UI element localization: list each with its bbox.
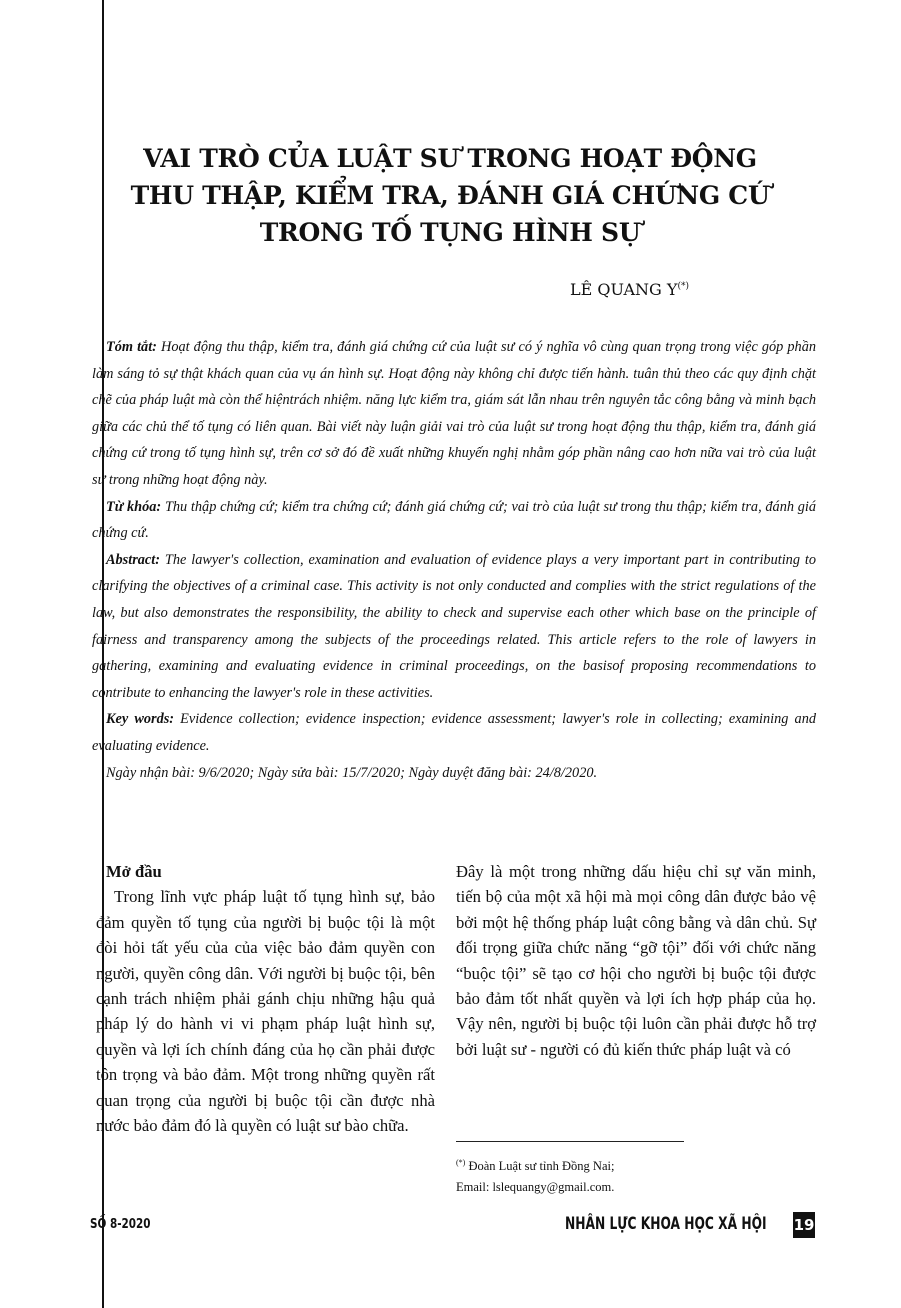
abstract-vi-label: Tóm tắt: (106, 339, 157, 355)
body-paragraph: Trong lĩnh vực pháp luật tố tụng hình sự, bảo đảm quyền tố tụng của người bị buộc tội là một đòi hỏi tất yếu của của việc bảo đảm quyền con người, quyền công dân. Với người bị buộc tội, bên cạnh trách nhiệm phải gánh chịu những hậu quả pháp lý do hành vi vi phạm pháp luật hình sự, quyền và lợi ích chính đáng của họ cần phải được tôn trọng và bảo đảm. Một trong những quyền rất quan trọng của người bị buộc tội cần được nhà nước bảo đảm đó là quyền có luật sư bào chữa. (96, 887, 435, 1136)
footnote-affiliation: Đoàn Luật sư tỉnh Đồng Nai; (465, 1159, 615, 1174)
article-title (110, 140, 790, 251)
abstract-en-label: Abstract: (106, 551, 161, 568)
abstract-vi (92, 334, 816, 494)
abstract-en-text: The lawyer's collection, examination and evaluation of evidence plays a very important part in contributing to clarifying the objectives of a criminal case. This activity is not only conducted and complies with the strict regulations of the law, but also demonstrates the responsibility, the ability to check and supervise each other which base on the principle of fairness and transparency among the subjects of the proceedings related. This article refers to the role of lawyers in gathering, examining and evaluating evidence in criminal proceedings, on the basisof proposing recommendations to contribute to enhancing the lawyer's role in these activities. (92, 551, 816, 701)
keywords-en (92, 706, 816, 759)
footnote-email: Email: lslequangy@gmail.com. (456, 1180, 615, 1195)
abstract-en (92, 547, 816, 707)
author-footnote-mark: (*) (677, 281, 690, 292)
author (570, 280, 689, 299)
issue-number: SỐ 8-2020 (90, 1217, 151, 1232)
title-line: THU THẬP, KIỂM TRA, ĐÁNH GIÁ CHỨNG CỨ (130, 181, 770, 210)
page-number: 19 (793, 1212, 815, 1238)
abstract-block (92, 334, 816, 786)
keywords-vi-text: Thu thập chứng cứ; kiểm tra chứng cứ; đánh giá chứng cứ; vai trò của luật sư trong thu thập; kiểm tra, đánh giá chứng cứ. (92, 498, 816, 542)
body-right-column (456, 859, 816, 1062)
section-heading: Mở đầu (106, 862, 162, 881)
title-line: VAI TRÒ CỦA LUẬT SƯ TRONG HOẠT ĐỘNG (143, 144, 757, 173)
footnote-divider (456, 1141, 684, 1142)
keywords-en-text: Evidence collection; evidence inspection; evidence assessment; lawyer's role in collecting; examining and evaluating evidence. (92, 711, 816, 754)
keywords-en-label: Key words: (106, 711, 175, 728)
abstract-vi-text: Hoạt động thu thập, kiểm tra, đánh giá chứng cứ của luật sư có ý nghĩa vô cùng quan trọng trong việc góp phần làm sáng tỏ sự thật khách quan của vụ án hình sự. Hoạt động này không chỉ được tiến hành. tuân thủ theo các quy định chặt chẽ của pháp luật mà còn thể hiệntrách nhiệm. năng lực kiểm tra, giám sát lẫn nhau trên nguyên tắc công bằng và minh bạch giữa các chủ thể tố tụng có liên quan. Bài viết này luận giải vai trò của luật sư trong hoạt động thu thập, kiểm tra, đánh giá chứng cứ trong tố tụng hình sự, trên cơ sở đó đề xuất những khuyến nghị nhằm góp phần nâng cao hơn nữa vai trò của luật sư trong những hoạt động này. (92, 339, 816, 488)
keywords-vi (92, 494, 816, 547)
keywords-vi-label: Từ khóa: (106, 498, 162, 515)
body-paragraph: Đây là một trong những dấu hiệu chỉ sự văn minh, tiến bộ của một xã hội mà mọi công dân được bảo vệ bởi một hệ thống pháp luật công bằng và dân chủ. Sự đối trọng giữa chức năng “gỡ tội” đối với chức năng “buộc tội” sẽ tạo cơ hội cho người bị buộc tội được bảo đảm tốt nhất quyền và lợi ích hợp pháp của họ. Vậy nên, người bị buộc tội luôn cần phải được hỗ trợ bởi luật sư - người có đủ kiến thức pháp luật và có (456, 862, 816, 1059)
body-left-column (96, 859, 435, 1138)
footnote (456, 1152, 614, 1198)
footnote-mark: (*) (456, 1158, 466, 1167)
title-line: TRONG TỐ TỤNG HÌNH SỰ (259, 218, 641, 247)
article-dates: Ngày nhận bài: 9/6/2020; Ngày sửa bài: 15/7/2020; Ngày duyệt đăng bài: 24/8/2020. (106, 764, 598, 781)
author-name: LÊ QUANG Y (570, 280, 678, 299)
journal-name: NHÂN LỰC KHOA HỌC XÃ HỘI (565, 1214, 767, 1234)
